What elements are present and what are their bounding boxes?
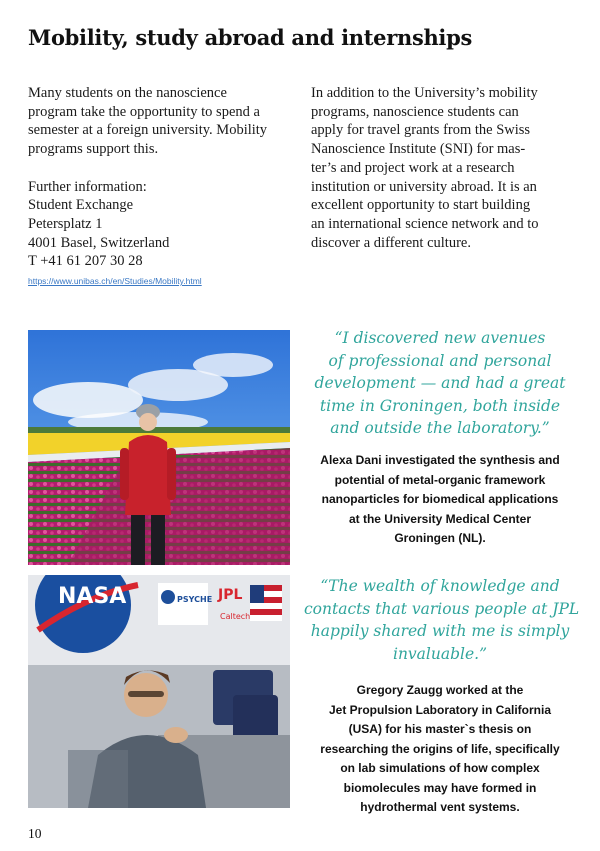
caption-line: researching the origins of life, specifically: [320, 741, 560, 756]
quote-line: invaluable.”: [392, 644, 488, 663]
grants-line: institution or university abroad. It is an: [311, 178, 537, 195]
psyche-sign: PSYCHE: [177, 595, 213, 604]
mobility-link[interactable]: https://www.unibas.ch/en/Studies/Mobility.html: [28, 276, 202, 286]
grants-line: excellent opportunity to start building: [311, 197, 531, 214]
page-title: Mobility, study abroad and internships: [28, 25, 473, 50]
caption-line: Alexa Dani investigated the synthesis and: [320, 453, 560, 467]
quote-line: and outside the laboratory.”: [330, 419, 550, 437]
contact-city: 4001 Basel, Switzerland: [28, 234, 170, 251]
quote-line: “The wealth of knowledge and: [320, 577, 560, 595]
travel-grants-column: [311, 84, 577, 252]
us-flag: [250, 585, 282, 621]
contact-heading: Further information:: [28, 178, 147, 195]
grants-line: discover a different culture.: [311, 234, 471, 251]
grants-line: Nanoscience Institute (SNI) for mas-: [311, 141, 526, 158]
caption-line: potential of metal-organic framework: [334, 472, 546, 487]
jpl-sign: JPL: [218, 587, 243, 603]
caption-line: at the University Medical Center: [348, 511, 532, 526]
quote-line: happily shared with me is simply: [310, 622, 570, 640]
grants-line: programs, nanoscience students can: [311, 103, 519, 120]
quote-line: development — and had a great: [314, 374, 566, 392]
testimonial-quote-2: [304, 575, 580, 665]
intro-line: programs support this.: [28, 141, 159, 158]
caption-line: Gregory Zaugg worked at the: [356, 683, 524, 697]
jpl-control-room-photo: [28, 575, 290, 808]
tulip-field-photo: [28, 330, 290, 565]
caption-line: Groningen (NL).: [394, 531, 486, 545]
caltech-sign: Caltech: [220, 612, 251, 621]
testimonial-caption-2: [304, 681, 576, 818]
quote-line: time in Groningen, both inside: [319, 396, 561, 415]
jpl-control-room-illustration: [28, 575, 290, 808]
intro-line: Many students on the nanoscience: [28, 85, 227, 101]
contact-office: Student Exchange: [28, 197, 134, 214]
grants-line: In addition to the University’s mobility: [311, 85, 538, 101]
testimonial-caption-1: [304, 451, 576, 549]
nasa-sign: NASA: [58, 584, 127, 609]
caption-line: biomolecules may have formed in: [343, 780, 537, 795]
caption-line: hydrothermal vent systems.: [360, 800, 520, 814]
caption-line: (USA) for his master`s thesis on: [348, 722, 532, 736]
quote-line: of professional and personal: [328, 351, 552, 370]
caption-line: Jet Propulsion Laboratory in California: [328, 702, 552, 717]
testimonial-quote-1: [304, 327, 576, 440]
tulip-field-illustration: [28, 330, 290, 565]
paragraph-gap: [28, 159, 300, 178]
mobility-intro-column: [28, 84, 300, 271]
grants-line: apply for travel grants from the Swiss: [311, 122, 531, 139]
quote-line: “I discovered new avenues: [334, 329, 546, 347]
grants-line: an international science network and to: [311, 215, 539, 232]
intro-line: program take the opportunity to spend a: [28, 103, 260, 120]
caption-line: nanoparticles for biomedical applications: [321, 492, 559, 506]
grants-line: ter’s and project work at a research: [311, 159, 515, 176]
page-number: 10: [28, 826, 42, 841]
intro-line: semester at a foreign university. Mobility: [28, 122, 268, 139]
quote-line: contacts that various people at JPL: [304, 599, 580, 618]
caption-line: on lab simulations of how complex: [340, 761, 540, 775]
contact-phone: T +41 61 207 30 28: [28, 253, 143, 270]
contact-street: Petersplatz 1: [28, 215, 103, 232]
